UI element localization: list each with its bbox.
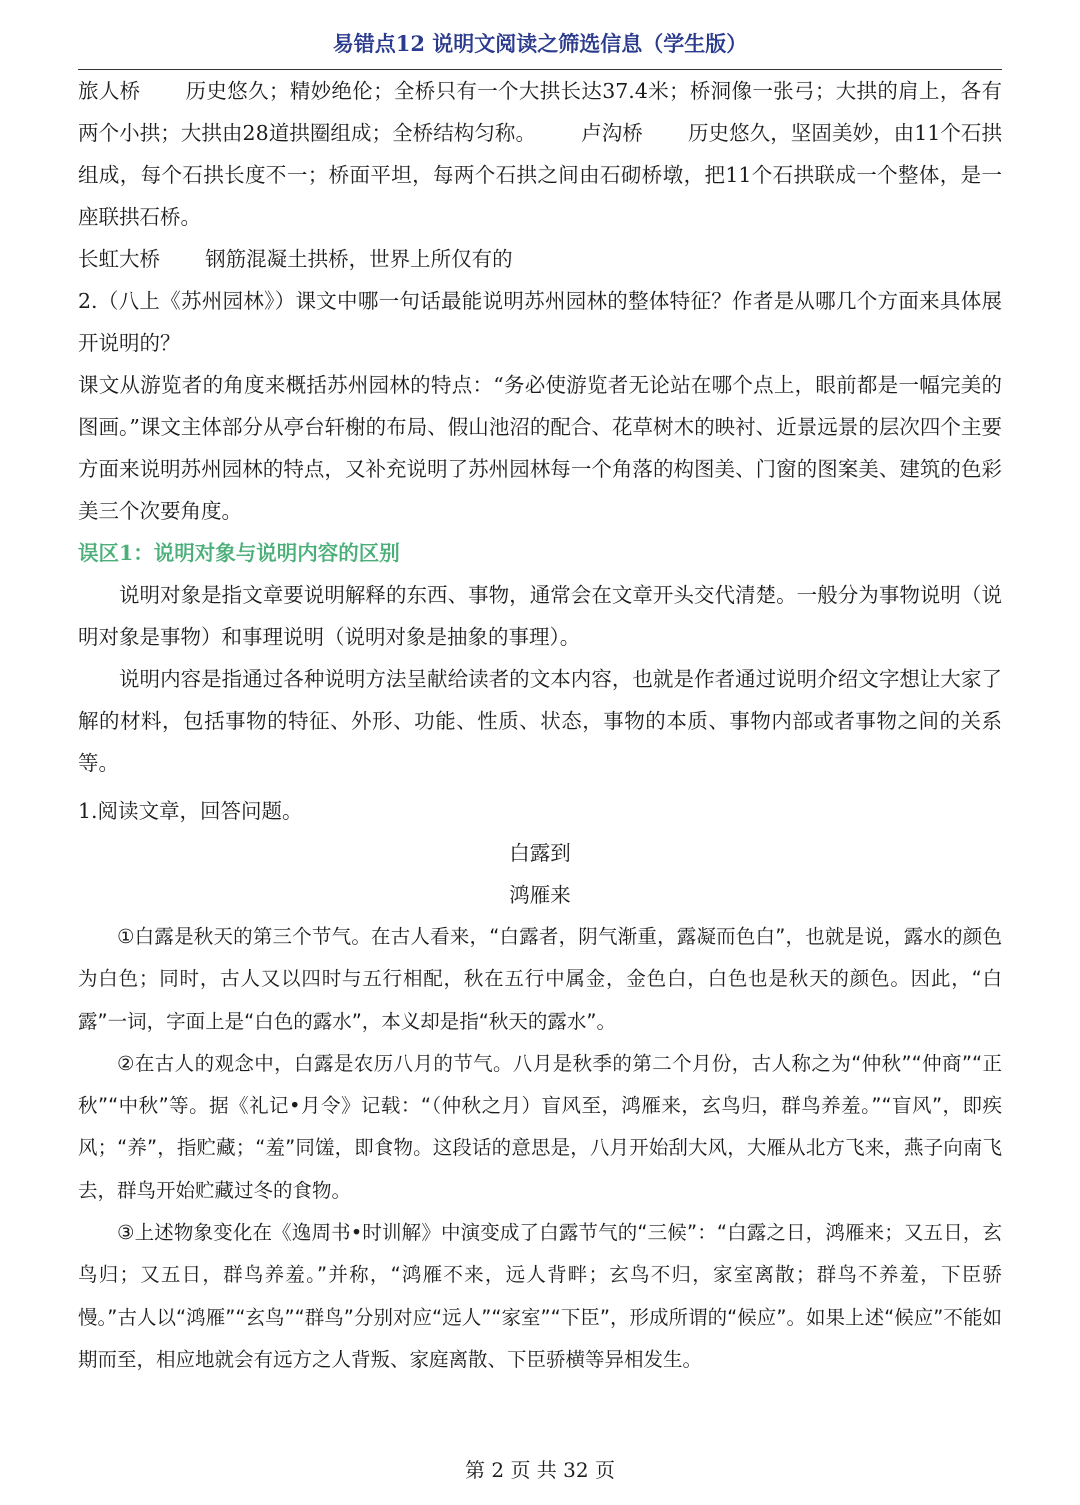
bridge-lvren-name: 旅人桥: [78, 79, 141, 103]
article-paragraph-3: ③上述物象变化在《逸周书•时训解》中演变成了白露节气的“三候”：“白露之日，鸿雁来；又五日，玄鸟归；又五日，群鸟养羞。”并称，“鸿雁不来，远人背畔；玄鸟不归，家室离散；群鸟不养羞，下臣骄慢。”古人以“鸿雁”“玄鸟”“群鸟”分别对应“远人”“家室”“下臣”，形成所谓的“候应”。如果上述“候应”不能如期而至，相应地就会有远方之人背叛、家庭离散、下臣骄横等异相发生。: [78, 1221, 1002, 1371]
bridge-lugou-name: 卢沟桥: [581, 121, 643, 145]
page-header-title: 易错点12 说明文阅读之筛选信息（学生版）: [332, 31, 748, 56]
bridge-lugou-text: 历史悠久，坚固美妙，由11个石拱组成，每个石拱长度不一；桥面平坦，每两个石拱之间由石砌桥墩，把11个石拱联成一个整体，是一座联拱石桥。: [78, 121, 1002, 229]
article-paragraph-1: ①白露是秋天的第三个节气。在古人看来，“白露者，阴气渐重，露凝而色白”，也就是说，露水的颜色为白色；同时，古人又以四时与五行相配，秋在五行中属金，金色白，白色也是秋天的颜色。因此，“白露”一词，字面上是“白色的露水”，本义却是指“秋天的露水”。: [78, 925, 1002, 1033]
mistake-paragraph-1: 说明对象是指文章要说明解释的东西、事物，通常会在文章开头交代清楚。一般分为事物说明（说明对象是事物）和事理说明（说明对象是抽象的事理）。: [78, 583, 1002, 649]
article-title-line-1: 白露到: [509, 841, 571, 865]
bridge-lvren-text: 历史悠久；精妙绝伦；全桥只有一个大拱长达37.4米；桥洞像一张弓；大拱的肩上，各有两个小拱；大拱由28道拱圈组成；全桥结构匀称。: [78, 79, 1002, 145]
mistake-heading: 误区1：说明对象与说明内容的区别: [78, 541, 400, 565]
answer-2: 课文从游览者的角度来概括苏州园林的特点：“务必使游览者无论站在哪个点上，眼前都是一幅完美的图画。”课文主体部分从亭台轩榭的布局、假山池沼的配合、花草树木的映衬、近景远景的层次四个主要方面来说明苏州园林的特点，又补充说明了苏州园林每一个角落的构图美、门窗的图案美、建筑的色彩美三个次要角度。: [78, 373, 1002, 523]
bridge-changhong-name: 长虹大桥: [78, 247, 160, 271]
page-footer: 第 2 页 共 32 页: [465, 1458, 615, 1482]
exercise-prompt: 1.阅读文章，回答问题。: [78, 799, 303, 823]
article-title-line-2: 鸿雁来: [509, 883, 571, 907]
bridge-changhong-text: 钢筋混凝土拱桥，世界上所仅有的: [205, 247, 513, 271]
mistake-paragraph-2: 说明内容是指通过各种说明方法呈献给读者的文本内容，也就是作者通过说明介绍文字想让大家了解的材料，包括事物的特征、外形、功能、性质、状态，事物的本质、事物内部或者事物之间的关系等。: [78, 667, 1002, 775]
page-content: [78, 70, 1002, 1381]
article-body: [78, 916, 1002, 1381]
article-paragraph-2: ②在古人的观念中，白露是农历八月的节气。八月是秋季的第二个月份，古人称之为“仲秋”“仲商”“正秋”“中秋”等。据《礼记•月令》记载：“（仲秋之月）盲风至，鸿雁来，玄鸟归，群鸟养羞。”“盲风”，即疾风；“养”，指贮藏；“羞”同馐，即食物。这段话的意思是，八月开始刮大风，大雁从北方飞来，燕子向南飞去，群鸟开始贮藏过冬的食物。: [78, 1051, 1002, 1202]
bridge-changhong-paragraph: [78, 238, 1002, 280]
bridge-lvren-lugou-paragraph: [78, 70, 1002, 238]
question-2: 2.（八上《苏州园林》）课文中哪一句话最能说明苏州园林的整体特征？作者是从哪几个方面来具体展开说明的？: [78, 289, 1002, 355]
